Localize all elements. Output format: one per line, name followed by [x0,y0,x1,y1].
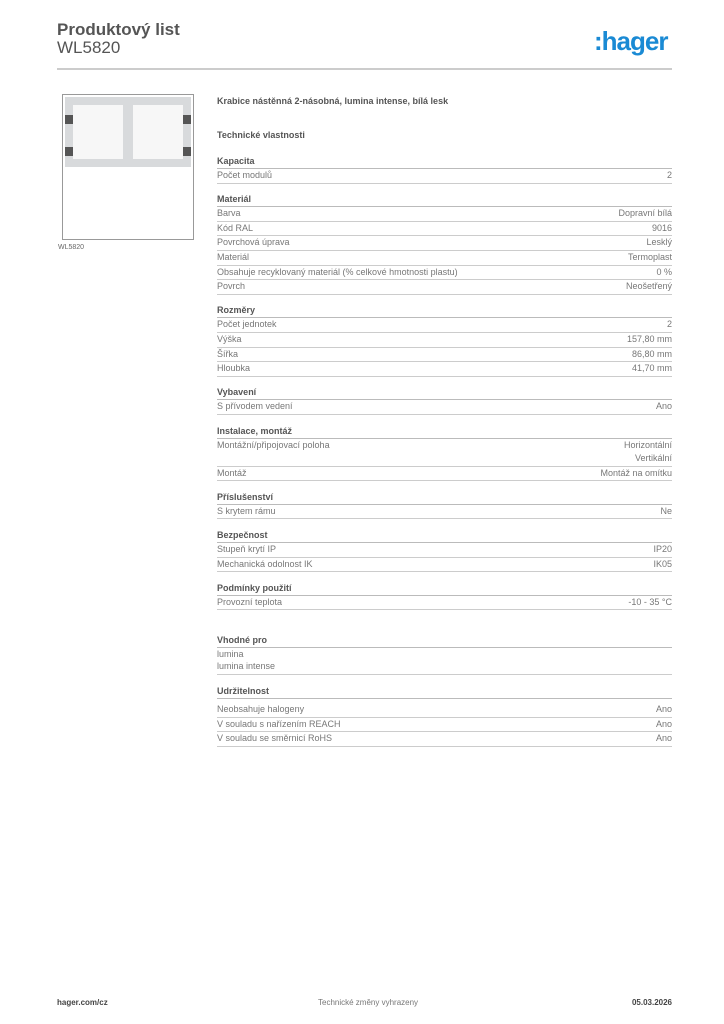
spec-row [217,318,672,333]
spec-value-line: 2 [666,319,672,330]
footer-note: Technické změny vyhrazeny [318,998,419,1007]
wall-box-image [63,95,193,239]
spec-label: Montážní/připojovací poloha [217,439,330,450]
spec-value-line: IK05 [653,558,672,569]
spec-value-line: 41,70 mm [631,363,672,374]
spec-value-line: Ano [655,704,672,715]
spec-label: V souladu se směrnicí RoHS [217,733,333,744]
spec-value [652,222,672,236]
spec-row [217,362,672,377]
spec-label: Hloubka [217,363,251,374]
spec-row [217,439,672,467]
spec-value-line: 157,80 mm [626,333,672,344]
spec-row [217,333,672,348]
spec-section [217,491,672,520]
spec-value-line: -10 - 35 °C [628,596,672,607]
spec-value-line: Horizontální [623,439,672,450]
spec-value [632,362,672,376]
spec-section [217,155,672,184]
spec-label: Mechanická odolnost IK [217,558,313,569]
spec-value [656,732,672,746]
section-title: Bezpečnost [217,529,672,543]
spec-row [217,207,672,222]
section-title: Vybavení [217,386,672,400]
spec-label: Povrchová úprava [217,237,290,248]
suitable-item: lumina intense [217,660,276,671]
spec-value-line: Lesklý [646,237,672,248]
spec-row [217,732,672,747]
spec-section [217,304,672,376]
footer-website[interactable]: hager.com/cz [57,998,108,1007]
spec-row [217,558,672,573]
spec-row [217,348,672,363]
specs-table [217,155,672,756]
product-image [62,94,194,240]
spec-section [217,529,672,572]
spec-value [624,439,672,466]
spec-label: Stupeň krytí IP [217,544,277,555]
spec-row [217,718,672,733]
spec-value-line: 0 % [656,266,672,277]
spec-value [656,703,672,717]
spec-value [627,333,672,347]
spec-value-line: 86,80 mm [631,348,672,359]
spec-value-line: Montáž na omítku [600,467,672,478]
suitable-list [217,648,672,675]
section-title: Podmínky použití [217,582,672,596]
section-title: Rozměry [217,304,672,318]
spec-value-line: Ne [660,505,672,516]
spec-row [217,596,672,611]
spec-section [217,425,672,482]
image-caption: WL5820 [58,244,85,251]
spec-label: S krytem rámu [217,505,276,516]
spec-value [653,543,672,557]
page-title: Produktový list [57,20,180,39]
spec-row [217,266,672,281]
spec-value-line: Termoplast [627,251,672,262]
section-title: Instalace, montáž [217,425,672,439]
spec-value-line: Neošetřený [625,281,672,292]
spec-label: S přívodem vedení [217,401,293,412]
section-title: Vhodné pro [217,634,672,648]
spec-row [217,236,672,251]
spec-label: Montáž [217,467,247,478]
spec-label: Výška [217,333,242,344]
spec-label: Počet jednotek [217,319,277,330]
spec-value-line: Ano [655,718,672,729]
spec-value [656,400,672,414]
spec-value-line: Ano [655,401,672,412]
section-title: Příslušenství [217,491,672,505]
product-code: WL5820 [57,38,121,57]
spec-value-line: Vertikální [634,453,672,464]
spec-label: V souladu s nařízením REACH [217,718,341,729]
spec-value [667,318,672,332]
spec-label: Materiál [217,251,250,262]
spec-label: Kód RAL [217,222,254,233]
spec-value [600,467,672,481]
spec-row [217,505,672,520]
spec-value [618,207,672,221]
spec-value-line: 9016 [651,222,672,233]
sustainability-section [217,685,672,747]
spec-value-line: Ano [655,733,672,744]
spec-row [217,251,672,266]
spec-label: Obsahuje recyklovaný materiál (% celkové hmotnosti plastu) [217,266,458,277]
spec-label: Barva [217,208,241,219]
spec-value [660,505,672,519]
spec-label: Počet modulů [217,170,273,180]
spec-value [656,718,672,732]
spec-value [628,251,672,265]
footer-date: 05.03.2026 [631,998,672,1007]
suitable-item: lumina [217,649,244,660]
spec-label: Provozní teplota [217,596,283,607]
spec-section [217,386,672,415]
hager-logo: :hager [594,26,668,56]
spec-label: Povrch [217,281,246,292]
header-divider [57,68,672,70]
suitable-section [217,634,672,675]
spec-row [217,280,672,295]
section-title: Kapacita [217,155,672,169]
spec-row [217,467,672,482]
spec-section [217,582,672,611]
spec-section [217,193,672,295]
spec-value [653,558,672,572]
spec-row [217,543,672,558]
spec-value [656,266,672,280]
product-name: Krabice nástěnná 2-násobná, lumina intense, bílá lesk [217,96,449,106]
spec-value-line: 2 [666,170,672,180]
spec-value [646,236,672,250]
spec-value [626,280,672,294]
spec-row [217,222,672,237]
tech-properties-title: Technické vlastnosti [217,130,305,140]
spec-label: Neobsahuje halogeny [217,704,305,715]
spec-label: Šířka [217,348,239,359]
spec-value-line: Dopravní bílá [618,208,672,219]
section-title: Materiál [217,193,672,207]
spec-row [217,400,672,415]
spec-value [628,596,672,610]
spec-row [217,703,672,718]
spec-value-line: IP20 [653,544,672,555]
spec-value [632,348,672,362]
section-title: Udržitelnost [217,685,672,699]
spec-value [667,169,672,183]
spec-row [217,169,672,184]
